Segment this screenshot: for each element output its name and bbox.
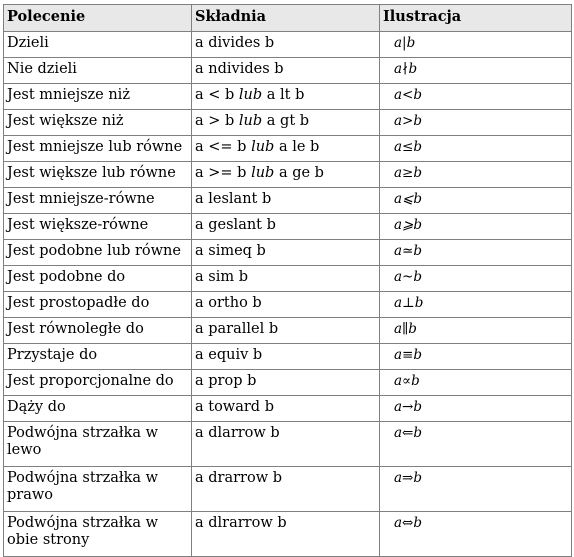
syntax-or: lub (238, 87, 263, 103)
command-cell: Jest mniejsze lub równe (4, 136, 192, 162)
command-cell: Jest podobne lub równe (4, 240, 192, 266)
command-cell: Jest większe niż (4, 110, 192, 136)
syntax-part: a gt b (266, 113, 310, 129)
table-header-row (4, 5, 572, 32)
table-row (4, 422, 572, 467)
illustration-cell: a∤b (380, 58, 572, 84)
syntax-cell: a prop b (192, 370, 380, 396)
table-row (4, 467, 572, 512)
syntax-part: a <= b (195, 139, 247, 155)
syntax-cell: a geslant b (192, 214, 380, 240)
syntax-cell: a divides b (192, 32, 380, 58)
syntax-or: lub (238, 113, 263, 129)
table-row (4, 344, 572, 370)
table-row (4, 318, 572, 344)
table-row (4, 136, 572, 162)
syntax-cell: a equiv b (192, 344, 380, 370)
illustration-cell: a≃b (380, 240, 572, 266)
command-cell: Podwójna strzałka w prawo (4, 467, 192, 512)
syntax-part: a >= b (195, 165, 247, 181)
command-cell: Jest większe lub równe (4, 162, 192, 188)
syntax-part: a lt b (266, 87, 305, 103)
syntax-part: a > b (195, 113, 235, 129)
illustration-cell: a>b (380, 110, 572, 136)
table-row (4, 110, 572, 136)
table-row (4, 240, 572, 266)
syntax-cell: a dlarrow b (192, 422, 380, 467)
syntax-cell (192, 84, 380, 110)
command-cell: Jest równoległe do (4, 318, 192, 344)
command-cell: Przystaje do (4, 344, 192, 370)
illustration-cell: a⊥b (380, 292, 572, 318)
syntax-cell: a sim b (192, 266, 380, 292)
illustration-cell: a⇔b (380, 512, 572, 557)
command-cell: Jest większe-równe (4, 214, 192, 240)
syntax-cell: a ndivides b (192, 58, 380, 84)
illustration-cell: a≥b (380, 162, 572, 188)
illustration-cell: a∝b (380, 370, 572, 396)
syntax-part: a ge b (278, 165, 324, 181)
header-command: Polecenie (4, 5, 192, 32)
syntax-cell: a simeq b (192, 240, 380, 266)
header-syntax: Składnia (192, 5, 380, 32)
command-cell: Jest mniejsze-równe (4, 188, 192, 214)
syntax-cell: a drarrow b (192, 467, 380, 512)
table-row (4, 396, 572, 422)
illustration-cell: a∥b (380, 318, 572, 344)
command-cell: Dzieli (4, 32, 192, 58)
syntax-cell: a leslant b (192, 188, 380, 214)
table-row (4, 266, 572, 292)
illustration-cell: a⩾b (380, 214, 572, 240)
syntax-part: a le b (278, 139, 320, 155)
illustration-cell: a⇐b (380, 422, 572, 467)
command-cell: Jest podobne do (4, 266, 192, 292)
syntax-part: a < b (195, 87, 235, 103)
illustration-cell: a|b (380, 32, 572, 58)
illustration-cell: a≡b (380, 344, 572, 370)
illustration-cell: a~b (380, 266, 572, 292)
table-row (4, 512, 572, 557)
relations-table (3, 4, 572, 557)
syntax-or: lub (251, 139, 275, 155)
command-cell: Jest prostopadłe do (4, 292, 192, 318)
illustration-cell: a<b (380, 84, 572, 110)
illustration-cell: a≤b (380, 136, 572, 162)
table-row (4, 214, 572, 240)
header-illustration: Ilustracja (380, 5, 572, 32)
command-cell: Podwójna strzałka w obie strony (4, 512, 192, 557)
illustration-cell: a⇒b (380, 467, 572, 512)
command-cell: Jest mniejsze niż (4, 84, 192, 110)
table-row (4, 188, 572, 214)
table-row (4, 292, 572, 318)
table-row (4, 84, 572, 110)
table-row (4, 32, 572, 58)
command-cell: Podwójna strzałka w lewo (4, 422, 192, 467)
syntax-cell: a toward b (192, 396, 380, 422)
syntax-or: lub (251, 165, 275, 181)
table-row (4, 370, 572, 396)
table-row (4, 162, 572, 188)
illustration-cell: a⩽b (380, 188, 572, 214)
command-cell: Nie dzieli (4, 58, 192, 84)
command-cell: Dąży do (4, 396, 192, 422)
syntax-cell: a parallel b (192, 318, 380, 344)
syntax-cell: a dlrarrow b (192, 512, 380, 557)
syntax-cell: a ortho b (192, 292, 380, 318)
syntax-cell (192, 162, 380, 188)
syntax-cell (192, 136, 380, 162)
illustration-cell: a→b (380, 396, 572, 422)
table-row (4, 58, 572, 84)
syntax-cell (192, 110, 380, 136)
command-cell: Jest proporcjonalne do (4, 370, 192, 396)
